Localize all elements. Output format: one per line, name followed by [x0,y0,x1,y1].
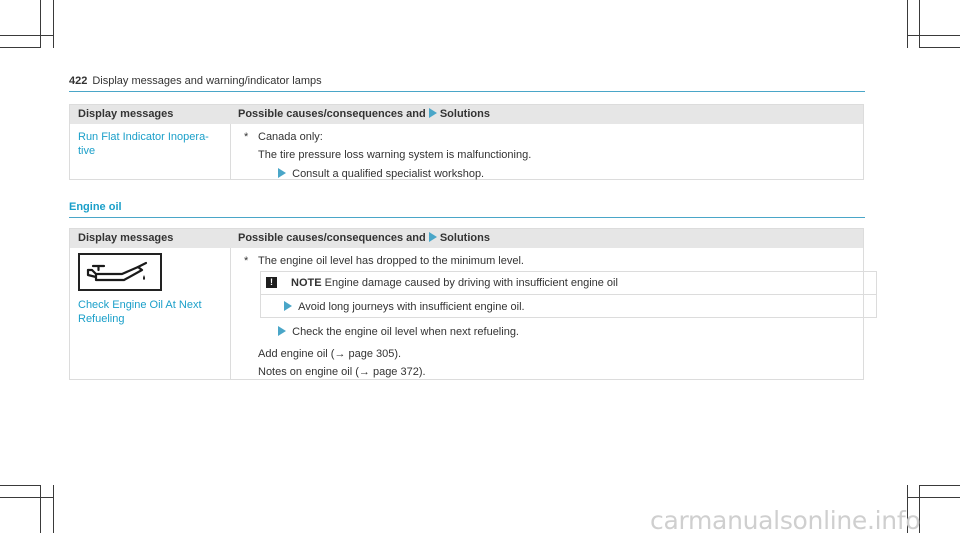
crop-mark [919,0,920,48]
crop-mark [0,485,40,486]
action-item [278,167,484,181]
watermark: carmanualsonline.info [650,506,921,535]
note-row [261,294,876,317]
asterisk: * [244,255,249,267]
note-action [284,300,525,314]
oil-can-icon [80,255,160,289]
table-header [70,105,863,124]
message-run-flat-indicator: Run Flat Indicator Inopera- tive [78,131,209,157]
note-content [291,276,618,290]
crop-mark [907,497,960,498]
page-number: 422 [69,75,88,87]
crop-mark [919,47,960,48]
crop-mark [0,497,53,498]
note-box [260,271,877,318]
col-header-causes: Possible causes/consequences and Solutions [238,108,490,120]
solutions-arrow-icon [429,232,437,242]
cause-text: The engine oil level has dropped to the minimum level. [258,255,524,267]
action-item [278,325,519,339]
header-rule [69,91,865,92]
table-header [70,229,863,248]
note-text: Engine damage caused by driving with insufficient engine oil [324,277,618,289]
asterisk: * [244,131,249,143]
info-link-add-oil[interactable]: Add engine oil (→ page 305). [258,348,402,360]
crop-mark [907,0,908,48]
col-header-display-messages: Display messages [78,108,174,120]
section-title: Engine oil [69,201,122,213]
warning-exclamation-icon: ! [266,277,277,288]
crop-mark [919,485,960,486]
col-header-causes: Possible causes/consequences and Solutions [238,232,490,244]
note-label: NOTE [291,277,322,289]
crop-mark [53,485,54,533]
note-row [261,272,876,294]
action-arrow-icon [278,168,286,178]
solutions-arrow-icon [429,108,437,118]
crop-mark [40,485,41,533]
section-rule [69,217,865,218]
column-divider [230,248,231,379]
crop-mark [907,35,960,36]
display-messages-table-2 [69,228,864,380]
note-action-text: Avoid long journeys with insufficient engine oil. [298,301,525,313]
column-divider [230,124,231,179]
display-messages-table-1 [69,104,864,180]
col-header-display-messages: Display messages [78,232,174,244]
info-link-notes-oil[interactable]: Notes on engine oil (→ page 372). [258,366,426,378]
message-check-engine-oil: Check Engine Oil At Next Refueling [78,299,202,325]
action-text: Check the engine oil level when next refueling. [292,326,519,338]
cause-text: The tire pressure loss warning system is malfunctioning. [258,149,532,161]
action-arrow-icon [278,326,286,336]
crop-mark [0,35,53,36]
action-arrow-icon [284,301,292,311]
action-text: Consult a qualified specialist workshop. [292,168,485,180]
running-header [69,75,322,87]
header-title: Display messages and warning/indicator lamps [92,75,322,87]
engine-oil-icon [78,253,162,291]
crop-mark [0,47,40,48]
crop-mark [40,0,41,48]
crop-mark [53,0,54,48]
region-note: Canada only: [258,131,323,143]
